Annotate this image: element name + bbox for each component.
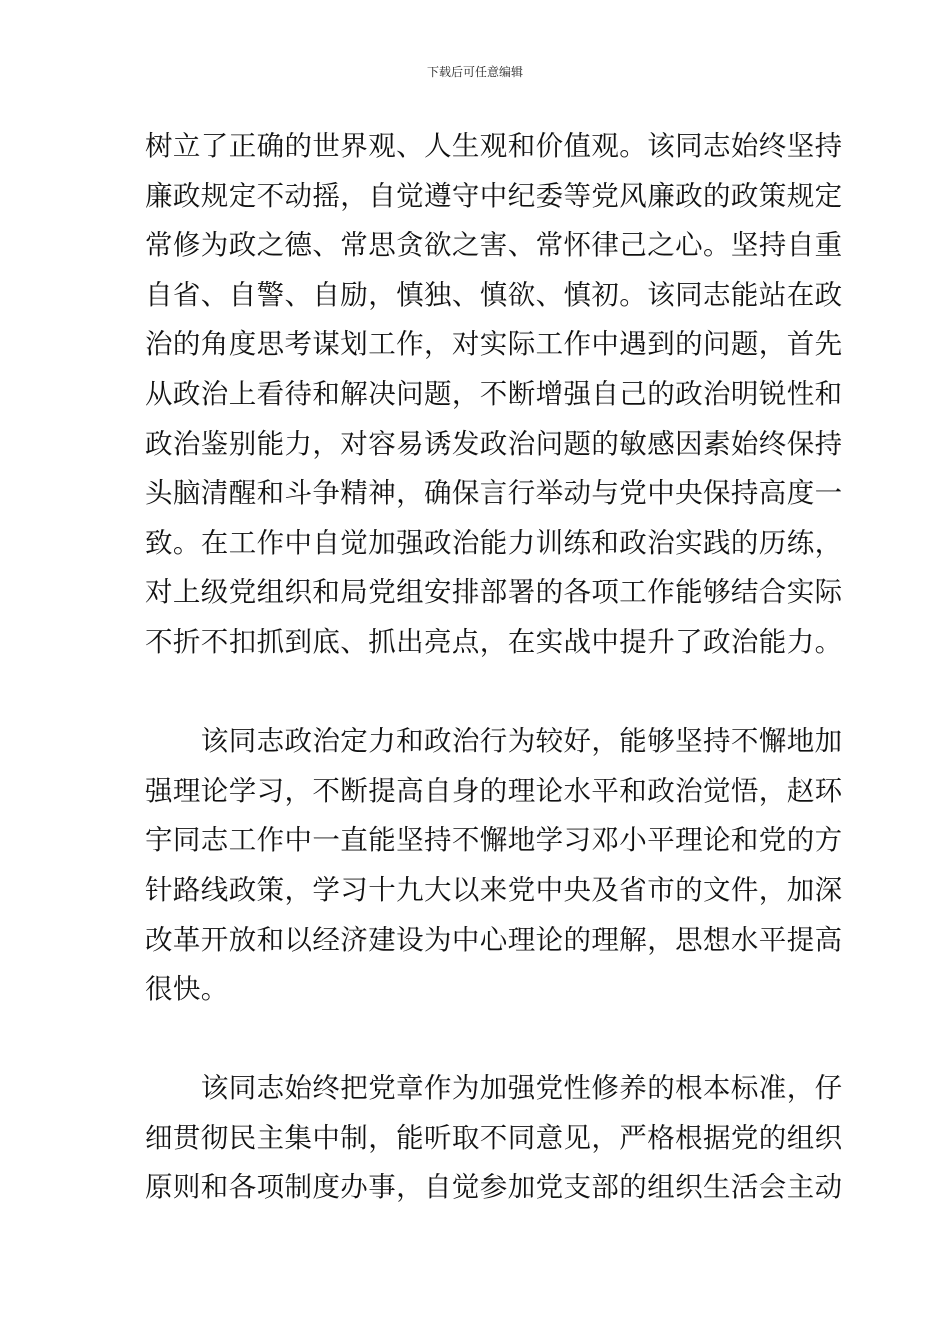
- text-line: 对上级党组织和局党组安排部署的各项工作能够结合实际: [145, 576, 843, 609]
- paragraph-2: [145, 717, 843, 1015]
- text-line: 该同志始终把党章作为加强党性修养的根本标准，仔: [145, 1072, 843, 1105]
- text-line: 治的角度思考谋划工作，对实际工作中遇到的问题，首先: [145, 328, 843, 361]
- text-line: 原则和各项制度办事，自觉参加党支部的组织生活会主动: [145, 1171, 843, 1204]
- paragraph-3: [145, 1064, 843, 1213]
- text-line: 宇同志工作中一直能坚持不懈地学习邓小平理论和党的方: [145, 824, 843, 857]
- text-line: 自省、自警、自励，慎独、慎欲、慎初。该同志能站在政: [145, 278, 843, 311]
- text-line: 政治鉴别能力，对容易诱发政治问题的敏感因素始终保持: [145, 427, 843, 460]
- paragraph-spacer: [145, 668, 810, 718]
- text-line: 廉政规定不动摇，自觉遵守中纪委等党风廉政的政策规定: [145, 179, 843, 212]
- text-line: 该同志政治定力和政治行为较好，能够坚持不懈地加: [145, 725, 843, 758]
- text-line: 头脑清醒和斗争精神，确保言行举动与党中央保持高度一: [145, 477, 843, 510]
- text-line: 针路线政策，学习十九大以来党中央及省市的文件，加深: [145, 873, 843, 906]
- text-line: 树立了正确的世界观、人生观和价值观。该同志始终坚持: [145, 130, 843, 162]
- paragraph-1: [145, 122, 843, 668]
- text-line: 改革开放和以经济建设为中心理论的理解，思想水平提高: [145, 923, 843, 956]
- text-line: 强理论学习，不断提高自身的理论水平和政治觉悟，赵环: [145, 774, 843, 807]
- text-line: 很快。: [145, 973, 229, 1006]
- text-line: 细贯彻民主集中制，能听取不同意见，严格根据党的组织: [145, 1121, 843, 1154]
- text-line: 致。在工作中自觉加强政治能力训练和政治实践的历练，: [145, 526, 843, 559]
- page-header: 下载后可任意编辑: [426, 65, 523, 79]
- paragraph-spacer: [145, 1015, 810, 1065]
- document-body: [145, 122, 843, 1213]
- text-line: 不折不扣抓到底、抓出亮点，在实战中提升了政治能力。: [145, 625, 843, 658]
- text-line: 常修为政之德、常思贪欲之害、常怀律己之心。坚持自重: [145, 229, 843, 262]
- text-line: 从政治上看待和解决问题，不断增强自己的政治明锐性和: [145, 377, 843, 410]
